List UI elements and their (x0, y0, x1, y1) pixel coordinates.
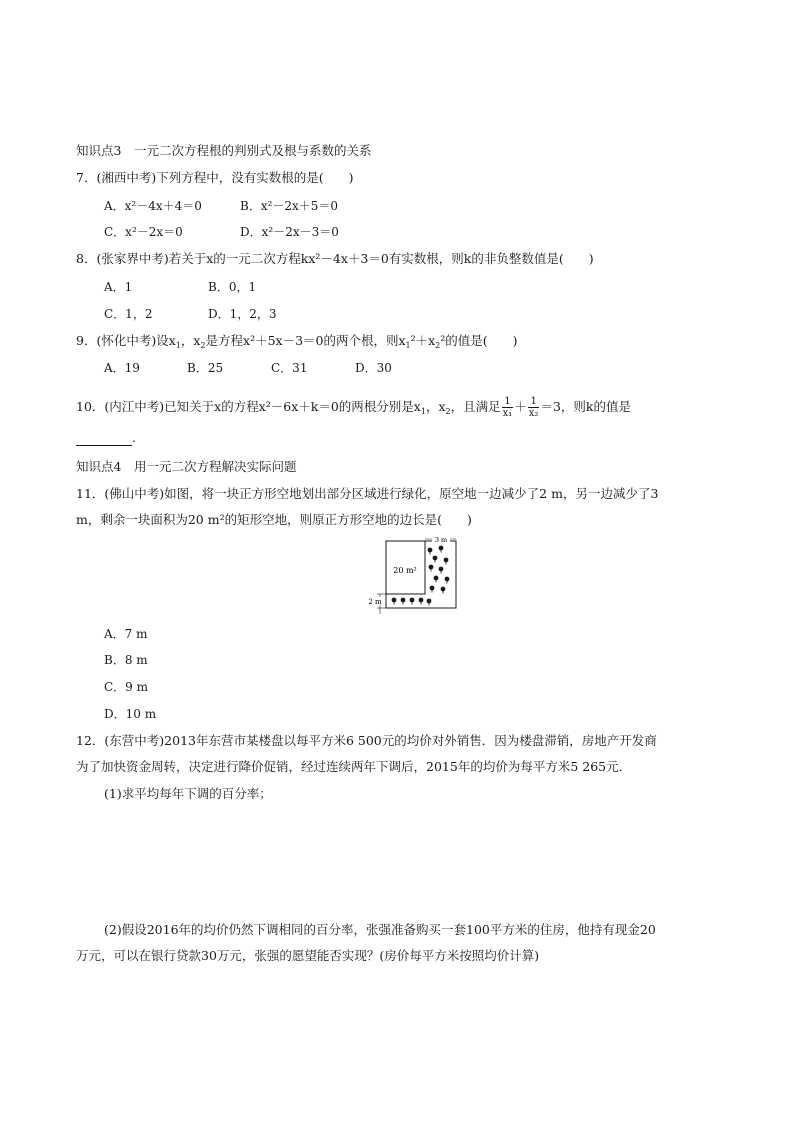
q9-option-d: D．30 (355, 361, 392, 375)
answer-blank-line (76, 433, 132, 446)
question-7-stem: 7．(湘西中考)下列方程中，没有实数根的是( ) (76, 170, 354, 185)
question-12-line-1: 12．(东营中考)2013年东营市某楼盘以每平方米6 500元的均价对外销售．因为楼盘滞销，房地产开发商 (76, 733, 657, 748)
question-10-answer-blank: . (76, 430, 136, 446)
q7-option-a: A．x²－4x＋4＝0 (104, 199, 202, 213)
section-title-k3: 知识点3 一元二次方程根的判别式及根与系数的关系 (76, 143, 372, 158)
question-12-part-2-line-1: (2)假设2016年的均价仍然下调相同的百分率，张强准备购买一套100平方米的住房，他持有现金20 (104, 922, 656, 937)
question-12-line-2: 为了加快资金周转，决定进行降价促销，经过连续两年下调后，2015年的均价为每平方米5 265元． (76, 759, 632, 774)
question-10-stem: 10．(内江中考)已知关于x的方程x²－6x＋k＝0的两根分别是$x_1$，$x_2$，且满足 $\frac{1}{\text{x₁}}$ ＋ $\frac{1}{\text{x₂}}$ ＝3，则k的值是 (76, 396, 631, 419)
tree-icons (392, 546, 450, 606)
q9-option-c: C．31 (271, 361, 308, 375)
question-11-line-1: 11．(佛山中考)如图，将一块正方形空地划出部分区域进行绿化，原空地一边减少了2 m，另一边减少了3 (76, 486, 659, 501)
question-12-part-2-line-2: 万元，可以在银行贷款30万元，张强的愿望能否实现？(房价每平方米按照均价计算) (76, 948, 540, 963)
q9-option-b: B．25 (187, 361, 224, 375)
fraction-1-over-x2: $\frac{1}{\text{x₂}}$ (528, 396, 539, 419)
q11-option-b: B．8 m (104, 653, 148, 667)
q7-option-c: C．x²－2x＝0 (104, 225, 183, 239)
square-plot-figure (366, 536, 462, 616)
question-8-stem: 8．(张家界中考)若关于x的一元二次方程kx²－4x＋3＝0有实数根，则k的非负整数值是( ) (76, 251, 594, 266)
label-area: 20 m² (393, 566, 417, 575)
label-2m: 2 m (368, 598, 382, 606)
fraction-1-over-x1: $\frac{1}{\text{x₁}}$ (502, 396, 513, 419)
q8-option-b: B．0，1 (208, 280, 257, 294)
q8-option-a: A．1 (104, 280, 133, 294)
q9-option-a: A．19 (104, 361, 140, 375)
q11-option-d: D．10 m (104, 707, 157, 721)
q7-option-d: D．x²－2x－3＝0 (240, 225, 339, 239)
q11-option-a: A．7 m (104, 627, 148, 641)
q11-option-c: C．9 m (104, 680, 149, 694)
q8-option-c: C．1，2 (104, 307, 153, 321)
question-9-stem: 9．(怀化中考)设$x_1$，$x_2$是方程x²＋5x－3＝0的两个根，则$x_1^2+x_2^2$的值是( ) (76, 333, 518, 350)
q7-option-b: B．x²－2x＋5＝0 (240, 199, 339, 213)
question-11-line-2: m，剩余一块面积为20 m²的矩形空地，则原正方形空地的边长是( ) (76, 512, 472, 527)
question-12-part-1: (1)求平均每年下调的百分率； (104, 786, 272, 801)
section-title-k4: 知识点4 用一元二次方程解决实际问题 (76, 459, 297, 474)
label-3m: 3 m (434, 536, 448, 544)
q8-option-d: D．1，2，3 (208, 307, 277, 321)
